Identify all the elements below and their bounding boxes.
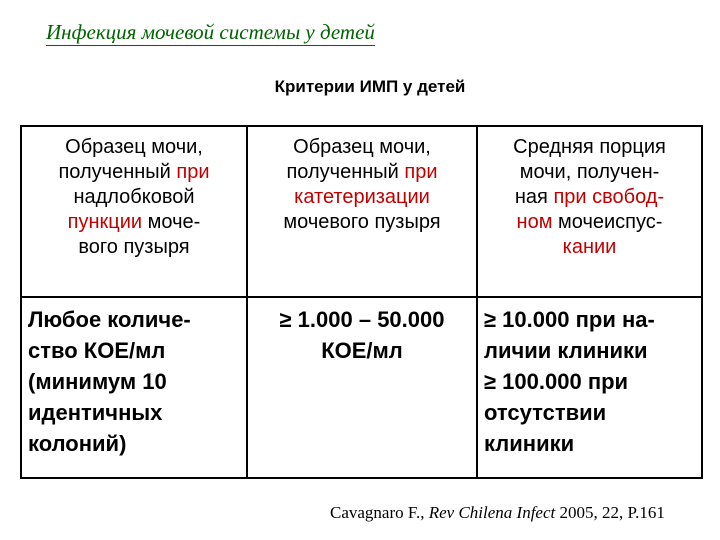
header-text-highlight: при bbox=[404, 161, 438, 183]
header-text: моче- bbox=[142, 211, 201, 233]
header-line bbox=[22, 135, 246, 160]
header-text: полученный bbox=[58, 161, 177, 183]
citation-details: 2005, 22, P.161 bbox=[555, 503, 665, 522]
cell-suprapubic-value bbox=[21, 297, 247, 478]
header-text-highlight: катетеризации bbox=[294, 186, 430, 208]
header-line bbox=[22, 210, 246, 235]
cell-line: колоний) bbox=[28, 431, 127, 456]
header-line bbox=[478, 185, 701, 210]
header-line bbox=[248, 135, 476, 160]
cell-midstream-value bbox=[477, 297, 702, 478]
cell-line: личии клиники bbox=[484, 338, 648, 363]
citation-journal: Rev Chilena Infect bbox=[428, 503, 556, 522]
header-text: мочевого пузыря bbox=[283, 211, 441, 233]
cell-line: клиники bbox=[484, 431, 575, 456]
header-cell-catheter bbox=[247, 126, 477, 297]
header-text: Образец мочи, bbox=[65, 136, 203, 158]
citation bbox=[330, 503, 665, 523]
cell-line: ство КОЕ/мл bbox=[28, 338, 166, 363]
header-text-highlight: при свобод- bbox=[553, 186, 665, 208]
header-text-highlight: кании bbox=[562, 236, 617, 258]
header-text: мочи, получен- bbox=[519, 161, 660, 183]
header-line bbox=[248, 160, 476, 185]
header-text-highlight: пункции bbox=[67, 211, 143, 233]
header-line bbox=[22, 160, 246, 185]
cell-line: (минимум 10 bbox=[28, 369, 167, 394]
table-caption: Критерии ИМП у детей bbox=[274, 77, 466, 96]
header-text: мочеиспус- bbox=[552, 211, 663, 233]
table-header-row bbox=[21, 126, 702, 297]
header-text: Образец мочи, bbox=[293, 136, 431, 158]
header-line bbox=[22, 235, 246, 260]
header-line bbox=[22, 185, 246, 210]
cell-line: идентичных bbox=[28, 400, 163, 425]
slide-title: Инфекция мочевой системы у детей bbox=[46, 20, 375, 44]
header-text: Средняя порция bbox=[513, 136, 666, 158]
header-text: ная bbox=[514, 186, 554, 208]
header-text: надлобковой bbox=[73, 186, 195, 208]
cell-line: отсутствии bbox=[484, 400, 607, 425]
table-row-criteria bbox=[21, 297, 702, 478]
header-line bbox=[248, 210, 476, 235]
header-line bbox=[478, 160, 701, 185]
cell-line: ≥ 1.000 – 50.000 bbox=[279, 307, 445, 332]
header-line bbox=[248, 185, 476, 210]
header-text: вого пузыря bbox=[78, 236, 190, 258]
header-cell-midstream bbox=[477, 126, 702, 297]
cell-line: КОЕ/мл bbox=[321, 338, 403, 363]
citation-author: Cavagnaro F., bbox=[330, 503, 429, 522]
header-cell-suprapubic bbox=[21, 126, 247, 297]
header-line bbox=[478, 135, 701, 160]
cell-catheter-value bbox=[247, 297, 477, 478]
header-text: полученный bbox=[286, 161, 405, 183]
header-line bbox=[478, 210, 701, 235]
header-text-highlight: ном bbox=[516, 211, 553, 233]
cell-line: ≥ 10.000 при на- bbox=[484, 307, 655, 332]
criteria-table bbox=[20, 125, 703, 479]
cell-line: ≥ 100.000 при bbox=[484, 369, 629, 394]
header-line bbox=[478, 235, 701, 260]
header-text-highlight: при bbox=[176, 161, 210, 183]
cell-line: Любое количе- bbox=[28, 307, 191, 332]
